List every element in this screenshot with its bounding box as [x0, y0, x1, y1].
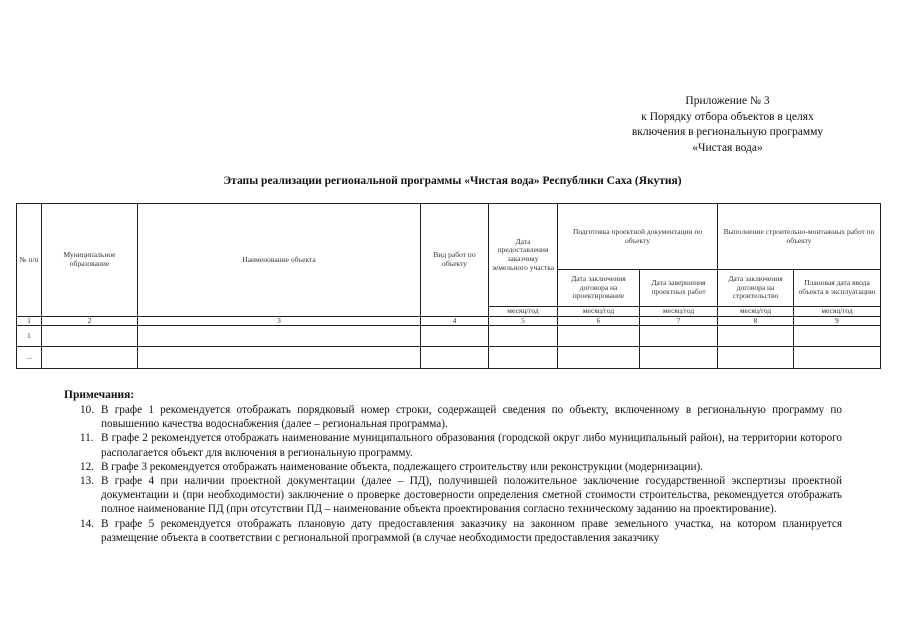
header-design-contract: Дата заключения договора на проектирование	[558, 270, 640, 307]
header-build-contract: Дата заключения договора на строительство	[718, 270, 794, 307]
table-cell	[794, 347, 881, 369]
note-item	[80, 403, 842, 431]
table-cell	[421, 347, 489, 369]
header-num: № п/п	[17, 204, 42, 317]
column-number: 7	[640, 316, 718, 326]
notes-list	[80, 403, 842, 545]
column-number: 9	[794, 316, 881, 326]
header-construction-group: Выполнение строительно-монтажных работ по объекту	[718, 204, 881, 270]
header-object-name: Наименование объекта	[138, 204, 421, 317]
unit-cell: месяц/год	[718, 307, 794, 317]
column-number: 4	[421, 316, 489, 326]
table-cell	[640, 347, 718, 369]
appendix-line: к Порядку отбора объектов в целях	[641, 110, 814, 123]
table-cell	[640, 326, 718, 347]
header-commission-date: Плановая дата ввода объекта в эксплуатацию	[794, 270, 881, 307]
unit-cell: месяц/год	[558, 307, 640, 317]
note-text: В графе 4 при наличии проектной документации (далее – ПД), получившей положительное заключение государственной экспертизы проектной документации и (при необходимости) заключение о проверке достоверности определения сметной стоимости строительства, рекомендуется отображать полное наименование ПД (при отсутствии ПД – наименование объекта проектирования согласно техническому заданию на проектирование).	[101, 475, 842, 516]
unit-cell: месяц/год	[489, 307, 558, 317]
table-cell	[489, 326, 558, 347]
column-number: 8	[718, 316, 794, 326]
document-title: Этапы реализации региональной программы «Чистая вода» Республики Саха (Якутия)	[223, 175, 682, 187]
row-number: 1	[17, 326, 42, 347]
note-number: 12.	[80, 460, 94, 473]
table-cell	[42, 347, 138, 369]
unit-cell: месяц/год	[794, 307, 881, 317]
row-number: ...	[17, 347, 42, 369]
table-cell	[718, 326, 794, 347]
note-text: В графе 5 рекомендуется отображать плановую дату предоставления заказчику на законном праве земельного участка, на котором планируется размещение объекта в соответствии с региональной программой (в случае необходимости предоставления заказчику	[101, 517, 842, 544]
column-number: 1	[17, 316, 42, 326]
note-item	[80, 517, 842, 545]
note-item	[80, 431, 842, 459]
table-cell	[558, 347, 640, 369]
appendix-line: «Чистая вода»	[692, 141, 763, 154]
appendix-line: включения в региональную программу	[631, 126, 824, 138]
note-item	[80, 474, 842, 517]
table-cell	[794, 326, 881, 347]
table-row	[17, 347, 881, 369]
table-row	[17, 326, 881, 347]
note-number: 11.	[80, 432, 94, 445]
header-design-group: Подготовка проектной документации по объекту	[558, 204, 718, 270]
note-text: В графе 2 рекомендуется отображать наименование муниципального образования (городской округ либо муниципальный район), на территории которого располагается объект для включения в региональную программу.	[101, 432, 842, 459]
table-cell	[489, 347, 558, 369]
stages-table	[16, 203, 881, 369]
column-number: 3	[138, 316, 421, 326]
table-cell	[138, 326, 421, 347]
note-text: В графе 1 рекомендуется отображать порядковый номер строки, содержащей сведения по объекту, включенному в региональную программу по повышению качества водоснабжения (далее – региональная программа).	[101, 404, 842, 431]
appendix-block	[560, 94, 895, 156]
note-text: В графе 3 рекомендуется отображать наименование объекта, подлежащего строительству или реконструкции (модернизации).	[101, 460, 704, 473]
table-cell	[138, 347, 421, 369]
column-number-row	[17, 316, 881, 326]
column-number: 2	[42, 316, 138, 326]
note-number: 13.	[80, 475, 94, 488]
header-design-finish: Дата завершения проектных работ	[640, 270, 718, 307]
note-number: 14.	[80, 517, 94, 530]
note-item	[80, 460, 842, 474]
table-cell	[42, 326, 138, 347]
header-work-type: Вид работ по объекту	[421, 204, 489, 317]
unit-cell: месяц/год	[640, 307, 718, 317]
note-number: 10.	[80, 404, 94, 416]
header-municipality: Муниципальное образование	[42, 204, 138, 317]
table-cell	[421, 326, 489, 347]
table-cell	[718, 347, 794, 369]
column-number: 6	[558, 316, 640, 326]
column-number: 5	[489, 316, 558, 326]
notes-heading: Примечания:	[64, 389, 135, 401]
table-cell	[558, 326, 640, 347]
appendix-line: Приложение № 3	[685, 95, 770, 107]
header-land-date: Дата предоставления заказчику земельного участка	[489, 204, 558, 307]
